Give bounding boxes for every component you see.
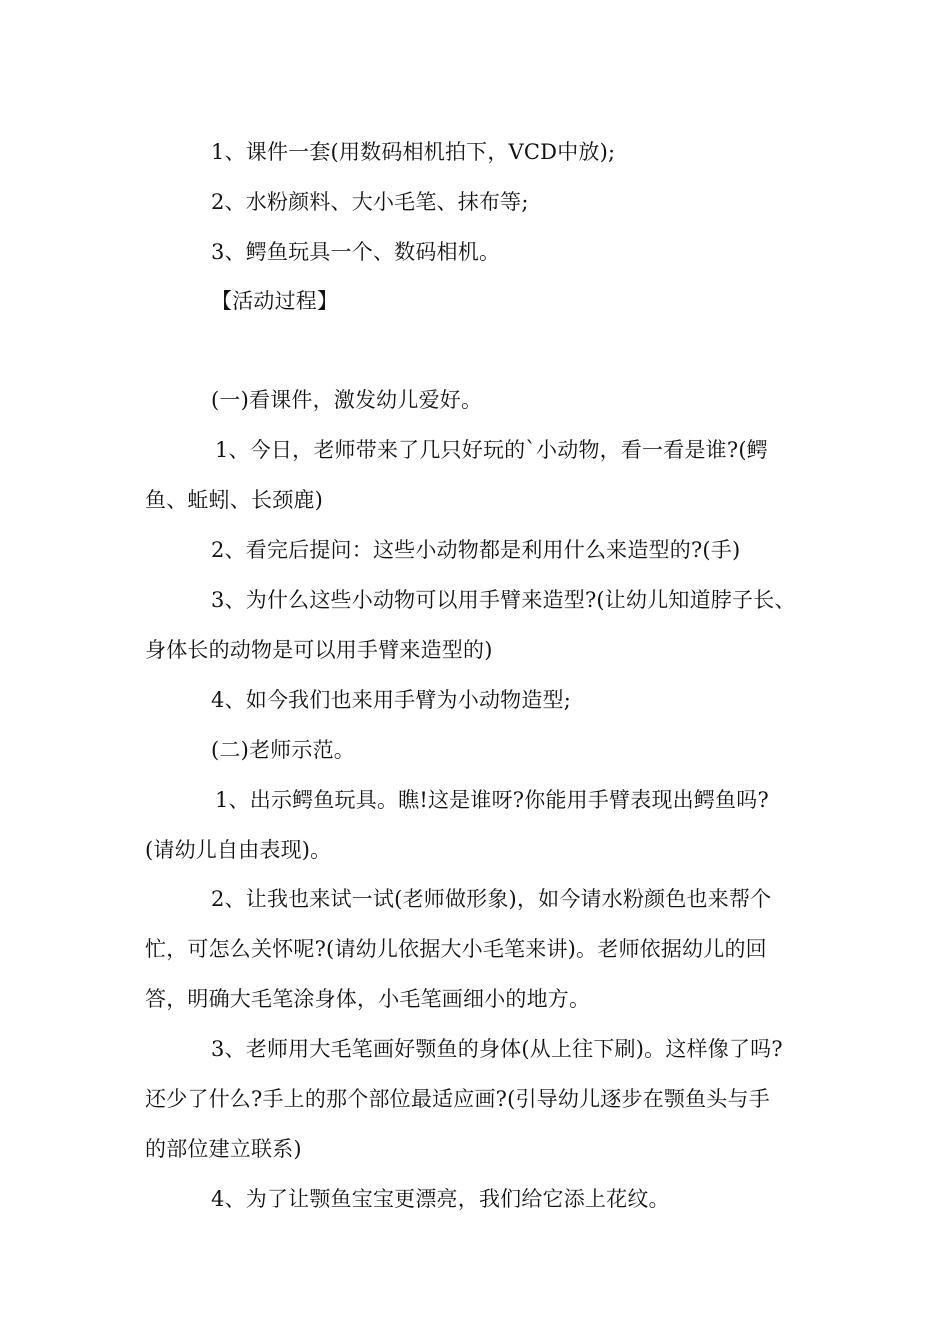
material-item-3: 3、鳄鱼玩具一个、数码相机。	[211, 240, 501, 264]
paragraph-line: 2、让我也来试一试(老师做形象)，如今请水粉颜色也来帮个	[211, 887, 772, 911]
subsection-heading-1: (一)看课件，激发幼儿爱好。	[211, 388, 483, 412]
subsection-heading-2: (二)老师示范。	[211, 738, 355, 762]
material-item-1: 1、课件一套(用数码相机拍下，VCD中放);	[211, 140, 616, 164]
paragraph-line: 3、为什么这些小动物可以用手臂来造型?(让幼儿知道脖子长、	[211, 588, 796, 612]
material-item-2: 2、水粉颜料、大小毛笔、抹布等;	[211, 190, 529, 214]
paragraph-line: 鱼、蚯蚓、长颈鹿)	[145, 488, 323, 512]
paragraph-line: 的部位建立联系)	[145, 1137, 302, 1161]
paragraph-line: 4、如今我们也来用手臂为小动物造型;	[211, 688, 572, 712]
paragraph-line: 1、今日，老师带来了几只好玩的`小动物，看一看是谁?(鳄	[215, 438, 768, 462]
paragraph-line: 3、老师用大毛笔画好颚鱼的身体(从上往下刷)。这样像了吗?	[211, 1037, 783, 1061]
paragraph-line: 1、出示鳄鱼玩具。瞧!这是谁呀?你能用手臂表现出鳄鱼吗?	[215, 788, 769, 812]
paragraph-line: (请幼儿自由表现)。	[145, 838, 332, 862]
paragraph-line: 还少了什么?手上的那个部位最适应画?(引导幼儿逐步在颚鱼头与手	[145, 1087, 770, 1111]
paragraph-line: 4、为了让颚鱼宝宝更漂亮，我们给它添上花纹。	[211, 1187, 670, 1211]
section-heading-activity-process: 【活动过程】	[211, 289, 339, 313]
paragraph-line: 答，明确大毛笔涂身体，小毛笔画细小的地方。	[145, 987, 591, 1011]
paragraph-line: 2、看完后提问：这些小动物都是利用什么来造型的?(手)	[211, 538, 741, 562]
paragraph-line: 忙，可怎么关怀呢?(请幼儿依据大小毛笔来讲)。老师依据幼儿的回	[145, 937, 767, 961]
paragraph-line: 身体长的动物是可以用手臂来造型的)	[145, 638, 493, 662]
